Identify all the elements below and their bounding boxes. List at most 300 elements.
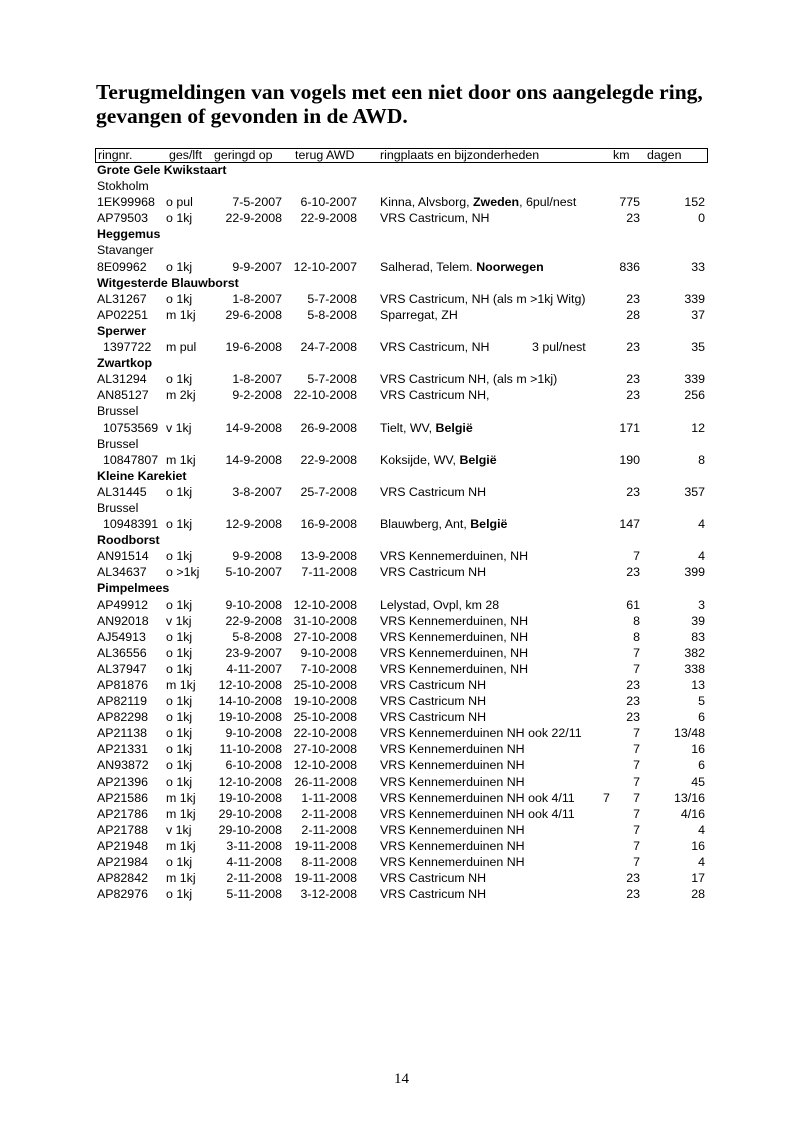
table-row bbox=[95, 372, 708, 388]
place-text: VRS Kennemerduinen NH bbox=[380, 774, 525, 789]
ringing-scheme bbox=[95, 179, 708, 195]
place-text: VRS Castricum NH bbox=[380, 484, 487, 499]
distance-km: 7 bbox=[633, 806, 640, 821]
ringed-date: 9-10-2008 bbox=[225, 597, 282, 612]
days: 13 bbox=[691, 678, 705, 692]
ringed-date: 9-9-2007 bbox=[232, 259, 282, 274]
ring-number: AP21586 bbox=[97, 790, 148, 805]
place-text: VRS Kennemerduinen NH bbox=[380, 855, 525, 870]
distance-km: 23 bbox=[626, 871, 640, 886]
ringed-date: 1-8-2007 bbox=[232, 291, 282, 306]
table-row bbox=[95, 726, 708, 742]
ringing-place bbox=[380, 775, 525, 790]
page-number: 14 bbox=[394, 1071, 409, 1087]
species-name: Heggemus bbox=[97, 227, 161, 242]
header-geringd: geringd op bbox=[214, 148, 273, 162]
ringing-place bbox=[380, 646, 528, 661]
header-plaats: ringplaats en bijzonderheden bbox=[380, 148, 540, 162]
species-heading bbox=[95, 276, 708, 292]
ringed-date: 12-9-2008 bbox=[225, 517, 282, 532]
sex-age: m 1kj bbox=[166, 307, 196, 322]
distance-km: 23 bbox=[626, 694, 640, 709]
ringing-place bbox=[380, 421, 473, 436]
table-row bbox=[95, 855, 708, 871]
ringing-place bbox=[380, 614, 528, 629]
ringed-date: 1-8-2007 bbox=[232, 372, 282, 387]
ringed-date: 7-5-2007 bbox=[232, 195, 282, 210]
species-name: Pimpelmees bbox=[97, 581, 170, 596]
ring-number: AP82976 bbox=[97, 887, 148, 902]
ring-number: AN85127 bbox=[97, 388, 149, 403]
scheme-name: Brussel bbox=[97, 500, 139, 515]
recoveries-table bbox=[95, 148, 708, 903]
species-name: Zwartkop bbox=[97, 356, 153, 371]
ringed-date: 19-10-2008 bbox=[218, 790, 282, 805]
days: 13/48 bbox=[673, 726, 705, 741]
sex-age: m 1kj bbox=[166, 678, 196, 692]
ring-number: AP21984 bbox=[97, 855, 148, 870]
table-row bbox=[95, 694, 708, 710]
days: 8 bbox=[698, 452, 705, 467]
table-row bbox=[95, 823, 708, 839]
sex-age: o 1kj bbox=[166, 597, 193, 612]
ringing-place bbox=[380, 758, 525, 773]
distance-km: 23 bbox=[626, 565, 640, 580]
ringed-date: 5-8-2008 bbox=[232, 629, 282, 644]
place-text: VRS Kennemerduinen NH ook 4/11 bbox=[380, 790, 575, 805]
days: 37 bbox=[691, 307, 705, 322]
ring-number: AP02251 bbox=[97, 307, 148, 322]
table-row bbox=[95, 839, 708, 855]
page-title: Terugmeldingen van vogels met een niet door ons aangelegde ring, gevangen of gevonden in de AWD. bbox=[96, 80, 703, 128]
recovery-date: 27-10-2008 bbox=[293, 629, 357, 644]
ringing-place bbox=[380, 678, 486, 693]
ringed-date: 22-9-2008 bbox=[225, 613, 282, 628]
table-row bbox=[95, 678, 708, 694]
distance-km: 7 bbox=[633, 549, 640, 564]
header-ges: ges/lft bbox=[169, 148, 203, 162]
distance-km: 7 bbox=[633, 822, 640, 837]
sex-age: o >1kj bbox=[166, 565, 200, 580]
ringed-date: 22-9-2008 bbox=[225, 211, 282, 226]
table-row bbox=[95, 308, 708, 324]
distance-km: 7 bbox=[633, 742, 640, 757]
ringing-place bbox=[380, 742, 525, 757]
place-country: Noorwegen bbox=[476, 259, 544, 274]
ringed-date: 2-11-2008 bbox=[226, 871, 282, 886]
scheme-name: Stokholm bbox=[97, 179, 149, 194]
ringing-place bbox=[380, 260, 544, 275]
table-row bbox=[95, 260, 708, 276]
ringing-place bbox=[380, 485, 486, 500]
ringed-date: 6-10-2008 bbox=[225, 758, 282, 773]
place-text: VRS Castricum, NH bbox=[380, 211, 490, 226]
ringing-place bbox=[380, 565, 486, 580]
recovery-date: 24-7-2008 bbox=[300, 340, 357, 355]
species-name: Witgesterde Blauwborst bbox=[97, 275, 239, 290]
ring-number: AP81876 bbox=[97, 678, 148, 692]
days: 4 bbox=[698, 549, 705, 564]
distance-km: 23 bbox=[626, 678, 640, 692]
ring-number: 10847807 bbox=[103, 452, 159, 467]
table-row bbox=[95, 646, 708, 662]
days: 399 bbox=[684, 565, 705, 580]
distance-km: 23 bbox=[626, 291, 640, 306]
recovery-date: 22-9-2008 bbox=[300, 211, 357, 226]
place-text: VRS Castricum NH bbox=[380, 887, 487, 902]
ringed-date: 23-9-2007 bbox=[225, 645, 282, 660]
ringed-date: 9-9-2008 bbox=[232, 549, 282, 564]
sex-age: o 1kj bbox=[166, 372, 193, 387]
ringing-place bbox=[380, 839, 525, 854]
sex-age: o 1kj bbox=[166, 742, 193, 757]
table-row bbox=[95, 292, 708, 308]
recovery-date: 9-10-2008 bbox=[300, 645, 357, 660]
sex-age: m 1kj bbox=[166, 871, 196, 886]
distance-km: 7 bbox=[633, 758, 640, 773]
distance-km: 23 bbox=[626, 887, 640, 902]
species-heading bbox=[95, 324, 708, 340]
ring-number: AP82298 bbox=[97, 710, 148, 725]
sex-age: o 1kj bbox=[166, 694, 193, 709]
ringed-date: 4-11-2007 bbox=[226, 661, 282, 676]
recovery-date: 7-11-2008 bbox=[301, 565, 357, 580]
recovery-date: 5-7-2008 bbox=[307, 372, 357, 387]
days: 17 bbox=[691, 871, 705, 886]
ring-number: AP21331 bbox=[97, 742, 148, 757]
days: 13/16 bbox=[673, 790, 705, 805]
recovery-date: 2-11-2008 bbox=[301, 822, 357, 837]
ring-number: 8E09962 bbox=[97, 259, 147, 274]
ring-number: AP21786 bbox=[97, 806, 148, 821]
distance-km: 8 bbox=[633, 629, 640, 644]
distance-km: 23 bbox=[626, 211, 640, 226]
ringed-date: 3-8-2007 bbox=[232, 484, 282, 499]
sex-age: o pul bbox=[166, 195, 193, 210]
ring-number: AL31294 bbox=[97, 372, 147, 387]
species-name: Roodborst bbox=[97, 533, 160, 548]
species-heading bbox=[95, 163, 708, 179]
table-row bbox=[95, 195, 708, 211]
sex-age: o 1kj bbox=[166, 645, 193, 660]
days: 45 bbox=[691, 774, 705, 789]
sex-age: o 1kj bbox=[166, 661, 193, 676]
ringed-date: 14-9-2008 bbox=[225, 420, 282, 435]
ringed-date: 4-11-2008 bbox=[226, 855, 282, 870]
ringing-place bbox=[380, 340, 489, 355]
place-text: VRS Kennemerduinen NH bbox=[380, 742, 525, 757]
days: 338 bbox=[684, 661, 705, 676]
table-row bbox=[95, 710, 708, 726]
table-row bbox=[95, 742, 708, 758]
days: 4 bbox=[698, 822, 705, 837]
days: 339 bbox=[684, 372, 705, 387]
days: 3 bbox=[698, 597, 705, 612]
ringing-place bbox=[380, 871, 486, 886]
ring-number: 1397722 bbox=[103, 340, 152, 355]
distance-km: 61 bbox=[626, 597, 640, 612]
table-row bbox=[95, 887, 708, 903]
species-name: Grote Gele Kwikstaart bbox=[97, 163, 227, 177]
table-row bbox=[95, 517, 708, 533]
recovery-date: 25-7-2008 bbox=[300, 484, 357, 499]
place-text: VRS Kennemerduinen, NH bbox=[380, 613, 529, 628]
distance-km: 28 bbox=[626, 307, 640, 322]
place-text: Koksijde, WV, bbox=[380, 452, 460, 467]
ringing-place bbox=[380, 887, 486, 902]
days: 4 bbox=[698, 517, 705, 532]
place-text: VRS Castricum, NH (als m >1kj Witg) bbox=[380, 291, 586, 306]
place-text: VRS Castricum NH, bbox=[380, 388, 490, 403]
place-text: VRS Kennemerduinen NH bbox=[380, 838, 525, 853]
ring-number: AL31267 bbox=[97, 291, 147, 306]
ringing-place bbox=[380, 453, 497, 468]
sex-age: o 1kj bbox=[166, 484, 193, 499]
place-text: VRS Castricum NH, (als m >1kj) bbox=[380, 372, 558, 387]
recovery-date: 5-7-2008 bbox=[307, 291, 357, 306]
recovery-date: 19-11-2008 bbox=[294, 838, 357, 853]
days: 4 bbox=[698, 855, 705, 870]
place-text: VRS Castricum, NH bbox=[380, 340, 490, 355]
ring-number: AP82842 bbox=[97, 871, 148, 886]
ringed-date: 14-10-2008 bbox=[218, 694, 282, 709]
ring-number: AP21138 bbox=[97, 726, 148, 741]
days: 33 bbox=[691, 259, 705, 274]
place-text: Blauwberg, Ant, bbox=[380, 517, 471, 532]
header-terug: terug AWD bbox=[295, 148, 355, 162]
days: 12 bbox=[691, 420, 705, 435]
distance-km: 23 bbox=[626, 710, 640, 725]
recovery-date: 3-12-2008 bbox=[300, 887, 357, 902]
sex-age: m 1kj bbox=[166, 790, 196, 805]
sex-age: m 1kj bbox=[166, 452, 196, 467]
recovery-date: 12-10-2007 bbox=[293, 259, 357, 274]
header-dagen: dagen bbox=[647, 148, 682, 162]
sex-age: o 1kj bbox=[166, 855, 193, 870]
sex-age: o 1kj bbox=[166, 291, 193, 306]
recovery-date: 16-9-2008 bbox=[300, 517, 357, 532]
ringing-place bbox=[380, 710, 486, 725]
scheme-name: Brussel bbox=[97, 436, 139, 451]
table-body bbox=[95, 163, 708, 903]
distance-km: 7 bbox=[633, 838, 640, 853]
place-text: VRS Castricum NH bbox=[380, 694, 487, 709]
recovery-date: 26-9-2008 bbox=[300, 420, 357, 435]
days: 83 bbox=[691, 629, 705, 644]
sex-age: m 1kj bbox=[166, 838, 196, 853]
distance-km: 171 bbox=[619, 420, 640, 435]
recovery-date: 22-10-2008 bbox=[293, 388, 357, 403]
ring-number: AP49912 bbox=[97, 597, 148, 612]
ringed-date: 5-10-2007 bbox=[225, 565, 282, 580]
sex-age: o 1kj bbox=[166, 517, 193, 532]
table-row bbox=[95, 871, 708, 887]
recovery-date: 26-11-2008 bbox=[294, 774, 357, 789]
ringed-date: 14-9-2008 bbox=[225, 452, 282, 467]
ringing-scheme bbox=[95, 404, 708, 420]
days: 256 bbox=[684, 388, 705, 403]
days: 339 bbox=[684, 291, 705, 306]
distance-km: 23 bbox=[626, 372, 640, 387]
days: 28 bbox=[691, 887, 705, 902]
distance-km: 7 bbox=[633, 726, 640, 741]
recovery-date: 25-10-2008 bbox=[293, 710, 357, 725]
extra-note: 7 bbox=[603, 790, 610, 805]
sex-age: o 1kj bbox=[166, 549, 193, 564]
distance-km: 147 bbox=[619, 517, 640, 532]
place-text: Kinna, Alvsborg, bbox=[380, 195, 473, 210]
recovery-date: 5-8-2008 bbox=[307, 307, 357, 322]
ringing-place bbox=[380, 195, 576, 210]
ringing-place bbox=[380, 791, 575, 806]
ring-number: AL34637 bbox=[97, 565, 147, 580]
recovery-date: 1-11-2008 bbox=[301, 790, 357, 805]
table-row bbox=[95, 758, 708, 774]
sex-age: m pul bbox=[166, 340, 197, 355]
place-text: VRS Castricum NH bbox=[380, 710, 487, 725]
place-text: VRS Kennemerduinen NH ook 4/11 bbox=[380, 806, 575, 821]
scheme-name: Stavanger bbox=[97, 243, 154, 258]
species-heading bbox=[95, 581, 708, 597]
distance-km: 23 bbox=[626, 388, 640, 403]
ring-number: AL36556 bbox=[97, 645, 147, 660]
place-note: , 6pul/nest bbox=[519, 195, 577, 210]
table-row bbox=[95, 630, 708, 646]
table-row bbox=[95, 565, 708, 581]
distance-km: 7 bbox=[633, 661, 640, 676]
place-text: VRS Castricum NH bbox=[380, 871, 487, 886]
sex-age: v 1kj bbox=[166, 822, 192, 837]
place-country: België bbox=[470, 517, 508, 532]
ringing-place bbox=[380, 372, 557, 387]
place-text: VRS Kennemerduinen, NH bbox=[380, 549, 529, 564]
ringing-place bbox=[380, 726, 582, 741]
header-ringnr: ringnr. bbox=[98, 148, 133, 162]
table-row bbox=[95, 453, 708, 469]
days: 5 bbox=[698, 694, 705, 709]
distance-km: 7 bbox=[633, 855, 640, 870]
days: 382 bbox=[684, 645, 705, 660]
sex-age: o 1kj bbox=[166, 710, 193, 725]
place-country: België bbox=[459, 452, 497, 467]
place-text: Salherad, Telem. bbox=[380, 259, 477, 274]
ring-number: 1EK99968 bbox=[97, 195, 155, 210]
species-heading bbox=[95, 227, 708, 243]
ring-number: AL31445 bbox=[97, 484, 147, 499]
table-row bbox=[95, 662, 708, 678]
recovery-date: 12-10-2008 bbox=[293, 758, 357, 773]
distance-km: 23 bbox=[626, 340, 640, 355]
species-heading bbox=[95, 533, 708, 549]
place-country: Zweden bbox=[472, 195, 520, 210]
ringing-place bbox=[380, 549, 528, 564]
distance-km: 775 bbox=[619, 195, 640, 210]
scheme-name: Brussel bbox=[97, 404, 139, 419]
distance-km: 190 bbox=[619, 452, 640, 467]
distance-km: 23 bbox=[626, 484, 640, 499]
ring-number: AJ54913 bbox=[97, 629, 146, 644]
ringing-place bbox=[380, 630, 528, 645]
species-name: Kleine Karekiet bbox=[97, 468, 187, 483]
distance-km: 7 bbox=[633, 774, 640, 789]
ring-number: 10948391 bbox=[103, 517, 159, 532]
table-row bbox=[95, 340, 708, 356]
ringed-date: 12-10-2008 bbox=[218, 678, 282, 692]
days: 152 bbox=[684, 195, 705, 210]
distance-km: 8 bbox=[633, 613, 640, 628]
sex-age: o 1kj bbox=[166, 758, 193, 773]
place-text: VRS Kennemerduinen, NH bbox=[380, 629, 529, 644]
ringed-date: 12-10-2008 bbox=[218, 774, 282, 789]
ringing-place bbox=[380, 598, 499, 613]
place-text: VRS Kennemerduinen NH ook 22/11 bbox=[380, 726, 582, 741]
recovery-date: 31-10-2008 bbox=[293, 613, 357, 628]
sex-age: o 1kj bbox=[166, 259, 193, 274]
ring-number: AP21948 bbox=[97, 838, 148, 853]
ring-number: AL37947 bbox=[97, 661, 147, 676]
days: 6 bbox=[698, 710, 705, 725]
place-text: VRS Kennemerduinen, NH bbox=[380, 645, 529, 660]
species-heading bbox=[95, 469, 708, 485]
sex-age: o 1kj bbox=[166, 887, 193, 902]
ring-number: AP21396 bbox=[97, 774, 148, 789]
recovery-date: 25-10-2008 bbox=[293, 678, 357, 692]
place-text: VRS Kennemerduinen, NH bbox=[380, 661, 529, 676]
table-row bbox=[95, 549, 708, 565]
ringing-place bbox=[380, 855, 525, 870]
ringed-date: 29-10-2008 bbox=[218, 806, 282, 821]
recovery-date: 27-10-2008 bbox=[293, 742, 357, 757]
table-row bbox=[95, 614, 708, 630]
extra-note: 3 pul/nest bbox=[532, 340, 586, 355]
ring-number: AN93872 bbox=[97, 758, 149, 773]
place-text: VRS Kennemerduinen NH bbox=[380, 822, 525, 837]
ringed-date: 9-2-2008 bbox=[232, 388, 282, 403]
ring-number: AP21788 bbox=[97, 822, 148, 837]
header-km: km bbox=[613, 148, 630, 162]
distance-km: 7 bbox=[633, 790, 640, 805]
place-text: Sparregat, ZH bbox=[380, 307, 458, 322]
ringing-scheme bbox=[95, 437, 708, 453]
place-text: VRS Castricum NH bbox=[380, 565, 487, 580]
ringed-date: 19-6-2008 bbox=[225, 340, 282, 355]
sex-age: o 1kj bbox=[166, 211, 193, 226]
table-row bbox=[95, 485, 708, 501]
ringed-date: 29-10-2008 bbox=[218, 822, 282, 837]
ringed-date: 9-10-2008 bbox=[225, 726, 282, 741]
ringing-place bbox=[380, 211, 489, 226]
days: 0 bbox=[698, 211, 705, 226]
days: 35 bbox=[691, 340, 705, 355]
ring-number: 10753569 bbox=[103, 420, 159, 435]
sex-age: v 1kj bbox=[166, 613, 192, 628]
ringing-place bbox=[380, 292, 586, 307]
table-row bbox=[95, 807, 708, 823]
recovery-date: 7-10-2008 bbox=[300, 661, 357, 676]
sex-age: o 1kj bbox=[166, 629, 193, 644]
recovery-date: 8-11-2008 bbox=[301, 855, 357, 870]
days: 39 bbox=[691, 613, 705, 628]
ringing-scheme bbox=[95, 243, 708, 259]
recovery-date: 6-10-2007 bbox=[300, 195, 357, 210]
ring-number: AN92018 bbox=[97, 613, 149, 628]
sex-age: m 1kj bbox=[166, 806, 196, 821]
table-row bbox=[95, 791, 708, 807]
ringing-place bbox=[380, 694, 486, 709]
ring-number: AP82119 bbox=[97, 694, 148, 709]
days: 4/16 bbox=[680, 806, 705, 821]
sex-age: o 1kj bbox=[166, 726, 193, 741]
